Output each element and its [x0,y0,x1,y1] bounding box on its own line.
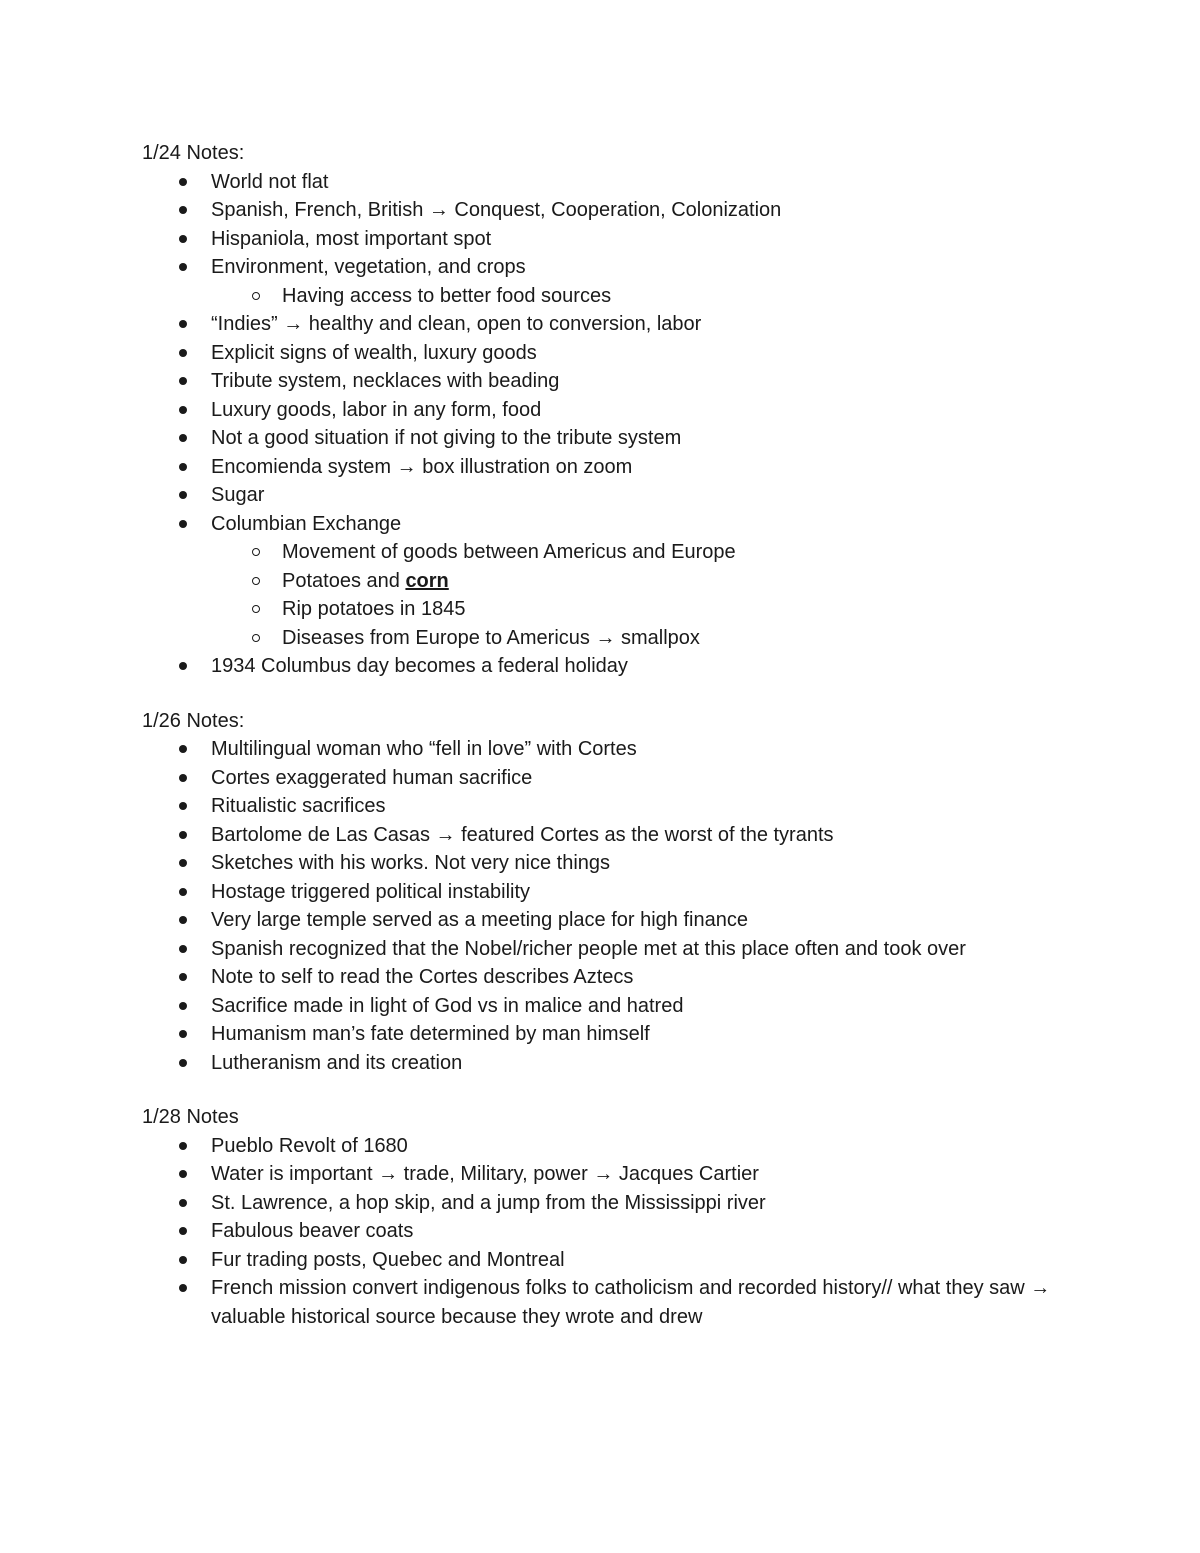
filled-bullet-icon [179,349,187,357]
filled-bullet-icon [179,320,187,328]
list-item [142,510,1062,539]
list-item [142,253,1062,282]
emphasized-word: corn [405,569,449,592]
filled-bullet-icon [179,802,187,810]
list-item-text: St. Lawrence, a hop skip, and a jump from the Mississippi river [211,1191,766,1214]
list-item [142,764,1062,793]
list-item-text: Explicit signs of wealth, luxury goods [211,341,537,364]
filled-bullet-icon [179,1059,187,1067]
list-item [142,735,1062,764]
sub-list-item-text: Potatoes and [282,569,406,592]
list-item-text: Columbian Exchange [211,512,402,535]
filled-bullet-icon [179,1256,187,1264]
list-item-text: Ritualistic sacrifices [211,795,386,817]
hollow-bullet-icon [252,605,260,613]
bullet-list [142,168,1062,681]
notes-section [142,707,1062,1078]
sub-list-item [142,624,1062,653]
filled-bullet-icon [179,945,187,953]
sub-list-item [142,567,1062,596]
filled-bullet-icon [179,859,187,867]
list-item [142,935,1062,964]
list-item-text: Sugar [211,484,265,506]
hollow-bullet-icon [252,548,260,556]
list-item-text: Fabulous beaver coats [211,1220,414,1242]
list-item-text: Very large temple served as a meeting place for high finance [211,909,748,931]
filled-bullet-icon [179,831,187,839]
filled-bullet-icon [179,235,187,243]
list-item-text: Lutheranism and its creation [211,1051,463,1074]
filled-bullet-icon [179,1002,187,1010]
bullet-list [142,1132,1062,1332]
list-item [142,1246,1062,1275]
sub-bullet-list [142,538,1062,652]
filled-bullet-icon [179,774,187,782]
bullet-list [142,735,1062,1077]
section-title: 1/28 Notes [142,1106,239,1128]
sub-list-item [142,282,1062,311]
list-item-text: World not flat [211,170,329,193]
list-item-text: Sketches with his works. Not very nice things [211,852,611,874]
list-item [142,168,1062,197]
list-item [142,821,1062,850]
sub-list-wrapper [142,282,1062,311]
filled-bullet-icon [179,1227,187,1235]
filled-bullet-icon [179,520,187,528]
list-item [142,992,1062,1021]
hollow-bullet-icon [252,577,260,585]
filled-bullet-icon [179,888,187,896]
list-item-text: Hispaniola, most important spot [211,227,492,250]
list-item-text: Encomienda system → box illustration on zoom [211,455,633,478]
sub-list-item-text: Diseases from Europe to Americus → smallpox [282,626,700,649]
list-item-text: Pueblo Revolt of 1680 [211,1134,408,1157]
list-item [142,196,1062,225]
list-item-text: Water is important → trade, Military, power → Jacques Cartier [211,1163,759,1185]
sub-list-item-text: Movement of goods between Americus and Europe [282,541,736,563]
list-item [142,1020,1062,1049]
list-item [142,453,1062,482]
sub-list-wrapper [142,538,1062,652]
list-item-text: French mission convert indigenous folks to catholicism and recorded history// what they saw → valuable historical source because they wrote and drew [211,1277,1051,1328]
filled-bullet-icon [179,178,187,186]
list-item-text: Spanish, French, British → Conquest, Cooperation, Colonization [211,199,782,221]
list-item-text: Bartolome de Las Casas → featured Cortes as the worst of the tyrants [211,823,834,846]
list-item [142,652,1062,681]
filled-bullet-icon [179,1142,187,1150]
hollow-bullet-icon [252,634,260,642]
list-item [142,906,1062,935]
list-item [142,1132,1062,1161]
list-item-text: Sacrifice made in light of God vs in malice and hatred [211,994,684,1017]
sub-list-item [142,595,1062,624]
section-title: 1/26 Notes: [142,709,245,732]
notes-section [142,139,1062,681]
filled-bullet-icon [179,263,187,271]
list-item [142,1049,1062,1078]
list-item [142,339,1062,368]
list-item [142,1189,1062,1218]
list-item-text: Humanism man’s fate determined by man himself [211,1023,650,1045]
sub-list-item-text: Having access to better food sources [282,284,612,307]
filled-bullet-icon [179,406,187,414]
filled-bullet-icon [179,377,187,385]
list-item [142,310,1062,339]
sub-list-item-text: Rip potatoes in 1845 [282,598,466,620]
list-item [142,424,1062,453]
list-item-text: Not a good situation if not giving to the tribute system [211,427,682,449]
notes-content [142,139,1062,1357]
list-item-text: Cortes exaggerated human sacrifice [211,766,533,789]
list-item-text: 1934 Columbus day becomes a federal holiday [211,655,628,677]
list-item-text: Note to self to read the Cortes describes Aztecs [211,966,634,988]
list-item-text: Fur trading posts, Quebec and Montreal [211,1248,565,1271]
section-title: 1/24 Notes: [142,142,245,164]
filled-bullet-icon [179,463,187,471]
list-item-text: Environment, vegetation, and crops [211,256,526,278]
list-item [142,396,1062,425]
hollow-bullet-icon [252,292,260,300]
filled-bullet-icon [179,1284,187,1292]
list-item [142,1160,1062,1189]
filled-bullet-icon [179,1170,187,1178]
list-item [142,225,1062,254]
filled-bullet-icon [179,206,187,214]
list-item [142,963,1062,992]
list-item [142,367,1062,396]
list-item [142,878,1062,907]
sub-bullet-list [142,282,1062,311]
list-item-text: Multilingual woman who “fell in love” with Cortes [211,738,637,760]
sub-list-item [142,538,1062,567]
filled-bullet-icon [179,1030,187,1038]
filled-bullet-icon [179,434,187,442]
list-item-text: Luxury goods, labor in any form, food [211,398,542,421]
filled-bullet-icon [179,662,187,670]
list-item-text: Tribute system, necklaces with beading [211,370,560,392]
filled-bullet-icon [179,491,187,499]
list-item [142,1274,1062,1331]
list-item-text: “Indies” → healthy and clean, open to conversion, labor [211,313,702,335]
list-item [142,481,1062,510]
list-item [142,849,1062,878]
list-item-text: Hostage triggered political instability [211,880,531,903]
list-item [142,1217,1062,1246]
list-item [142,792,1062,821]
filled-bullet-icon [179,1199,187,1207]
filled-bullet-icon [179,973,187,981]
notes-section [142,1103,1062,1331]
filled-bullet-icon [179,745,187,753]
list-item-text: Spanish recognized that the Nobel/richer people met at this place often and took over [211,937,966,960]
filled-bullet-icon [179,916,187,924]
